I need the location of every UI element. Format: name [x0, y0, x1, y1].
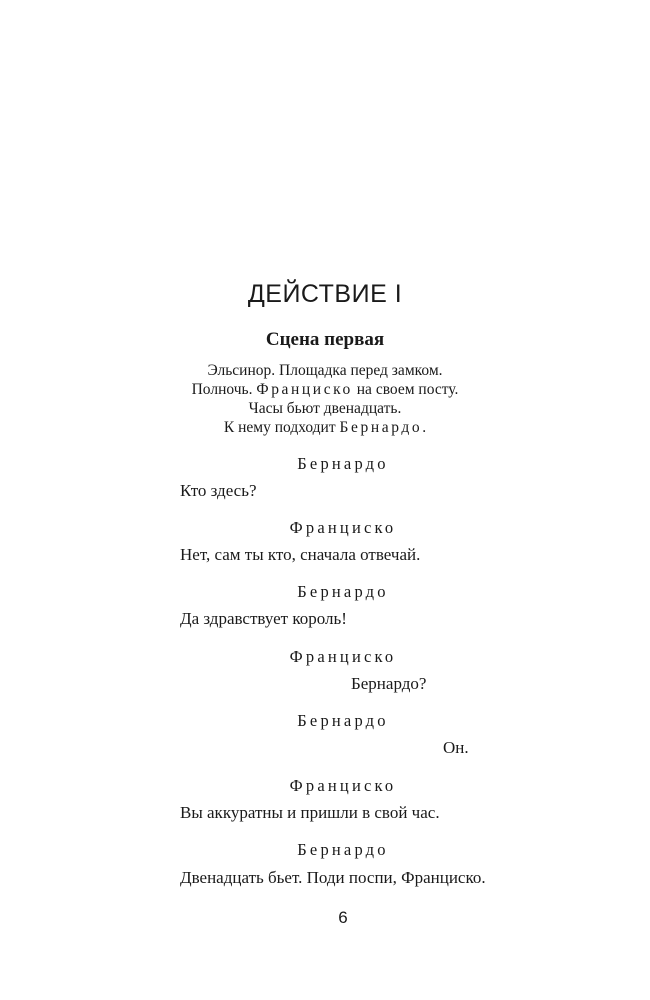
stage-direction-line-2	[0, 380, 650, 399]
character-name: Бернардо	[339, 419, 423, 436]
page-number: 6	[338, 908, 348, 927]
speaker-name: Бернардо	[297, 582, 389, 601]
stage-direction-text: Полночь.	[191, 381, 257, 398]
speech-line: Он.	[443, 738, 469, 757]
speech-line: Двенадцать бьет. Поди поспи, Франциско.	[180, 868, 486, 887]
speaker-name: Франциско	[289, 647, 397, 666]
stage-direction-line-1: Эльсинор. Площадка перед замком.	[207, 362, 443, 379]
stage-direction-line-4	[0, 418, 650, 437]
stage-direction-line-3: Часы бьют двенадцать.	[248, 400, 402, 417]
speaker-name: Франциско	[289, 518, 397, 537]
stage-direction-text: на своем посту.	[352, 381, 459, 398]
speech-line: Да здравствует король!	[180, 609, 347, 628]
speech-line: Нет, сам ты кто, сначала отвечай.	[180, 545, 421, 564]
stage-direction-text: .	[422, 419, 427, 436]
speaker-name: Бернардо	[297, 711, 389, 730]
speech-line: Кто здесь?	[180, 481, 257, 500]
act-title: ДЕЙСТВИЕ I	[247, 280, 403, 308]
character-name: Франциско	[256, 381, 353, 398]
speech-line: Вы аккуратны и пришли в свой час.	[180, 803, 440, 822]
speaker-name: Бернардо	[297, 840, 389, 859]
speaker-name: Франциско	[289, 776, 397, 795]
stage-direction	[0, 361, 650, 437]
speech-line: Бернардо?	[351, 674, 427, 693]
speaker-name: Бернардо	[297, 454, 389, 473]
stage-direction-text: К нему подходит	[223, 419, 340, 436]
scene-title: Сцена первая	[265, 329, 385, 350]
